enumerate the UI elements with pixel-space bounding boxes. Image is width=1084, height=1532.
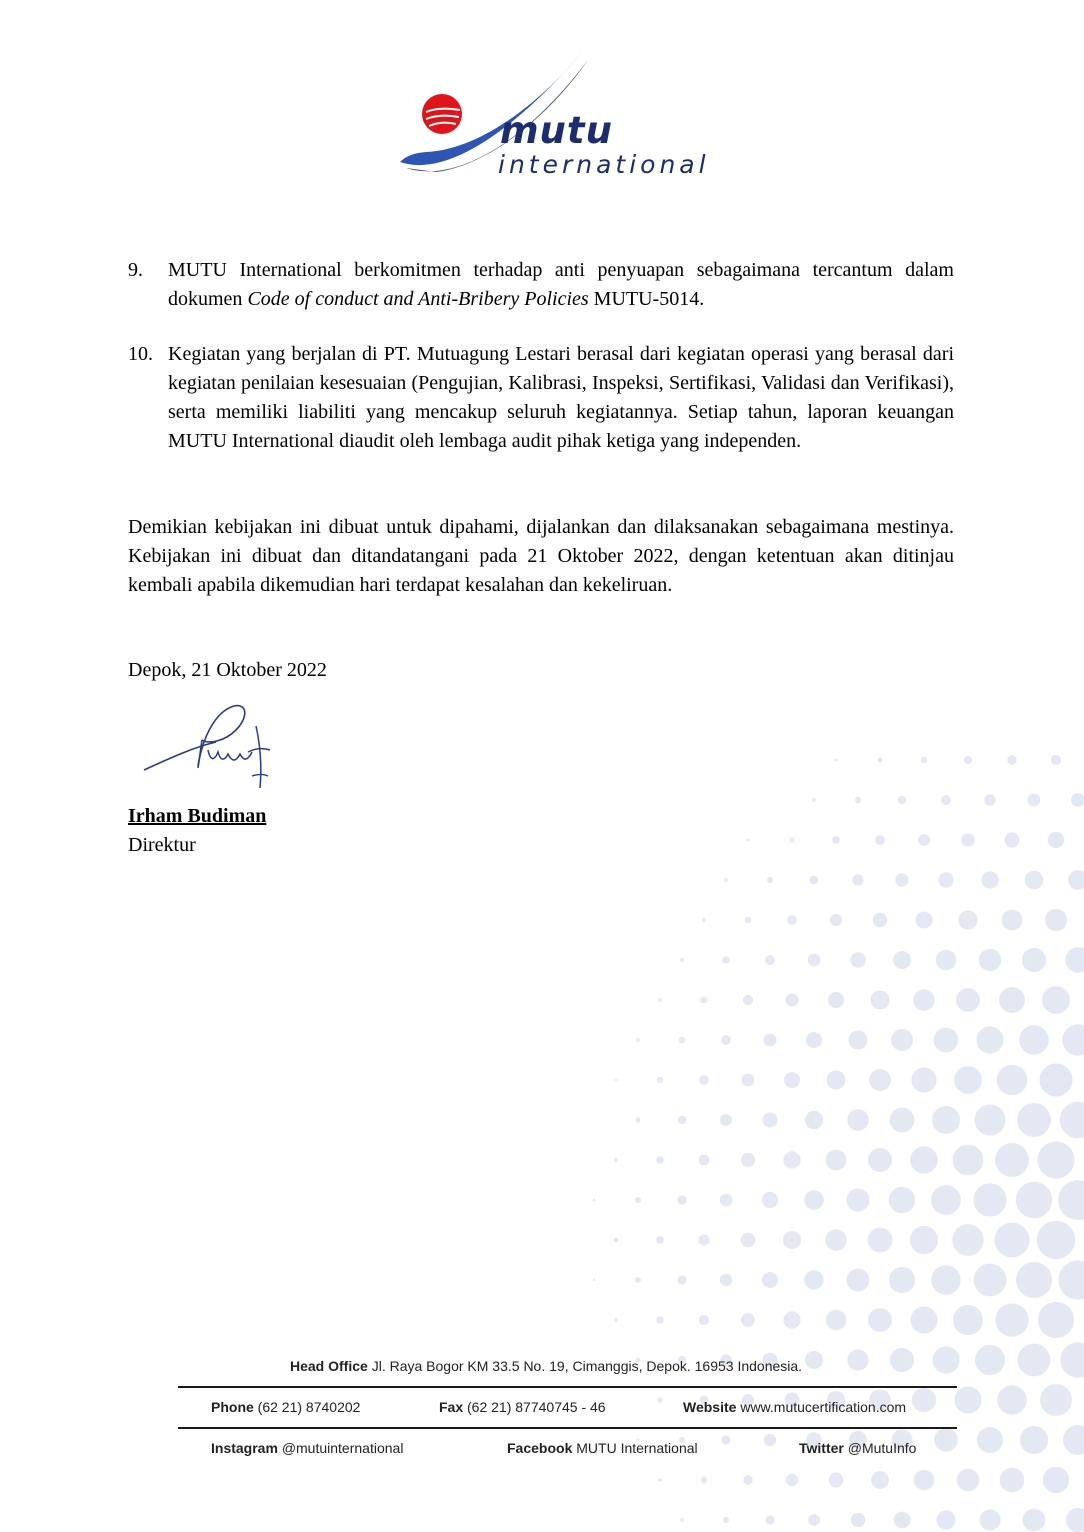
background-dot xyxy=(975,1105,1006,1136)
background-dot xyxy=(767,877,773,883)
background-dot xyxy=(762,1192,778,1208)
background-dot xyxy=(961,833,975,847)
background-dot xyxy=(1000,1468,1025,1493)
background-dot xyxy=(891,1029,913,1051)
background-dot xyxy=(979,1509,1000,1530)
background-dot xyxy=(995,1303,1028,1336)
background-dot xyxy=(851,1513,865,1527)
background-dot xyxy=(889,1267,915,1293)
background-dot xyxy=(701,1477,707,1483)
background-dot xyxy=(741,1233,756,1248)
background-dot xyxy=(741,1153,755,1167)
background-dot xyxy=(786,1474,798,1486)
background-dot xyxy=(720,1274,733,1287)
footer-divider xyxy=(178,1386,957,1388)
background-dot xyxy=(936,950,956,970)
background-dot xyxy=(680,958,684,962)
background-dot xyxy=(1040,1064,1073,1097)
background-dot xyxy=(995,1143,1029,1177)
background-dot xyxy=(1017,1103,1051,1137)
background-dot xyxy=(699,1155,710,1166)
background-dot xyxy=(1058,1260,1084,1299)
background-dot xyxy=(890,1348,914,1372)
background-dot xyxy=(657,1397,663,1403)
background-dot xyxy=(911,1307,938,1334)
background-dot xyxy=(850,952,865,967)
background-dot xyxy=(677,1195,686,1204)
background-dot xyxy=(678,1116,687,1125)
background-dot xyxy=(936,1510,955,1529)
background-dot xyxy=(1016,1182,1052,1218)
background-dot xyxy=(765,1515,774,1524)
background-dot xyxy=(913,989,934,1010)
background-dot xyxy=(1058,1180,1084,1220)
background-dot xyxy=(656,1236,664,1244)
background-dot xyxy=(832,836,840,844)
background-dot xyxy=(658,998,662,1002)
background-dot xyxy=(912,1068,937,1093)
background-dot xyxy=(701,997,708,1004)
background-dot xyxy=(953,1305,983,1335)
background-dot xyxy=(702,918,706,922)
background-dot xyxy=(1051,755,1061,765)
footer-fax xyxy=(439,1399,606,1415)
policy-item xyxy=(128,340,954,456)
background-dot xyxy=(720,1114,732,1126)
instagram-label: Instagram xyxy=(211,1440,278,1456)
background-dot xyxy=(955,1387,982,1414)
background-dot xyxy=(1019,1025,1048,1054)
background-dot xyxy=(953,1145,984,1176)
background-dot xyxy=(1063,1425,1084,1455)
background-dot xyxy=(828,992,844,1008)
background-dot xyxy=(847,1269,870,1292)
background-dot xyxy=(1042,986,1070,1014)
background-dot xyxy=(635,1197,641,1203)
background-dot xyxy=(975,1345,1005,1375)
item-number: 9. xyxy=(128,259,143,281)
background-dot xyxy=(657,1077,663,1083)
background-dot xyxy=(871,1471,889,1489)
background-dot xyxy=(890,1108,915,1133)
facebook-page[interactable]: MUTU International xyxy=(576,1440,698,1456)
background-dot xyxy=(658,1478,661,1481)
background-dot xyxy=(847,1189,870,1212)
background-dot xyxy=(1065,947,1084,973)
item-text-end: MUTU-5014. xyxy=(588,288,705,310)
item-text: MUTU International berkomitmen terhadap anti penyuapan sebagaimana tercantum dalam dokumen xyxy=(168,259,954,310)
background-dot xyxy=(869,1069,891,1091)
background-dot xyxy=(722,956,729,963)
phone-value: (62 21) 8740202 xyxy=(257,1399,361,1415)
background-dot xyxy=(977,1427,1003,1453)
background-dot xyxy=(806,1032,822,1048)
background-dot xyxy=(827,1071,846,1090)
background-dot xyxy=(1022,948,1046,972)
background-dot xyxy=(855,797,861,803)
background-dot xyxy=(829,1473,844,1488)
background-dot xyxy=(1048,832,1064,848)
background-dot xyxy=(847,1109,869,1131)
background-dot xyxy=(805,1351,823,1369)
background-dot xyxy=(762,1112,777,1127)
background-dot xyxy=(764,1434,776,1446)
background-dot xyxy=(593,1279,595,1281)
facebook-label: Facebook xyxy=(507,1440,573,1456)
place-date: Depok, 21 Oktober 2022 xyxy=(128,659,327,681)
background-dot xyxy=(959,911,978,930)
background-dot xyxy=(938,872,953,887)
background-dot xyxy=(1020,1426,1048,1454)
background-dot xyxy=(964,756,972,764)
background-dot xyxy=(1018,1344,1051,1377)
background-dot xyxy=(1066,1508,1084,1532)
background-dot xyxy=(1060,1342,1084,1377)
background-dot xyxy=(956,988,980,1012)
background-dot xyxy=(1023,1509,1046,1532)
background-dot xyxy=(852,874,863,885)
background-dot xyxy=(934,1028,959,1053)
background-dot xyxy=(910,1146,937,1173)
background-dot xyxy=(699,1315,709,1325)
background-dot xyxy=(830,914,842,926)
background-dot xyxy=(1007,755,1016,764)
background-dot xyxy=(895,873,908,886)
background-dot xyxy=(995,1223,1030,1258)
background-dot xyxy=(699,1075,708,1084)
background-dot xyxy=(1068,870,1084,890)
footer-instagram xyxy=(211,1440,403,1456)
background-dot xyxy=(804,1270,823,1289)
twitter-label: Twitter xyxy=(799,1440,844,1456)
background-dot xyxy=(981,871,998,888)
head-office xyxy=(290,1358,802,1374)
background-dot xyxy=(934,1428,958,1452)
footer-website xyxy=(683,1399,906,1415)
background-dot xyxy=(680,1518,683,1521)
background-dot xyxy=(1028,794,1041,807)
footer-twitter xyxy=(799,1440,916,1456)
item-text: Kegiatan yang berjalan di PT. Mutuagung Lestari berasal dari kegiatan operasi yang berasal dari kegiatan penilaian kesesuaian (Pengujian, Kalibrasi, Inspeksi, Sertifikasi, Validasi dan Verifikasi), serta memiliki liabiliti yang mencakup seluruh kegiatannya. Setiap tahun, laporan keuangan MUTU International diaudit oleh lembaga audit pihak ketiga yang independen. xyxy=(168,343,954,452)
background-dot xyxy=(997,1065,1028,1096)
background-dot xyxy=(615,1079,618,1082)
background-dot xyxy=(1071,793,1084,807)
background-dot xyxy=(698,1234,709,1245)
background-dot xyxy=(1002,910,1023,931)
background-dot xyxy=(973,1183,1006,1216)
background-dot xyxy=(914,1470,934,1490)
background-dot xyxy=(999,987,1025,1013)
background-dot xyxy=(976,1026,1003,1053)
background-dot xyxy=(783,1151,800,1168)
background-dot xyxy=(932,1106,960,1134)
background-dot xyxy=(1062,1024,1084,1055)
background-dot xyxy=(912,1388,936,1412)
background-dot xyxy=(889,1187,915,1213)
background-dot xyxy=(743,1475,752,1484)
background-dot xyxy=(997,1385,1026,1414)
background-dot xyxy=(974,1264,1007,1297)
background-dot xyxy=(931,1265,960,1294)
background-dot xyxy=(679,1037,686,1044)
background-dot xyxy=(656,1156,663,1163)
footer-divider xyxy=(178,1427,957,1429)
background-dot xyxy=(614,1318,618,1322)
background-dot xyxy=(787,915,797,925)
background-dot xyxy=(952,1224,984,1256)
background-dot xyxy=(765,955,775,965)
background-dot xyxy=(743,995,753,1005)
item-number: 10. xyxy=(128,343,153,365)
background-dot xyxy=(826,1150,847,1171)
background-dot xyxy=(720,1194,733,1207)
background-dot xyxy=(931,1185,961,1215)
background-dot xyxy=(918,834,930,846)
head-office-label: Head Office xyxy=(290,1358,368,1374)
phone-label: Phone xyxy=(211,1399,254,1415)
handwritten-signature xyxy=(136,700,286,795)
background-dot xyxy=(893,951,911,969)
background-dot xyxy=(784,1072,800,1088)
instagram-handle[interactable]: @mutuinternational xyxy=(281,1440,404,1456)
background-dot xyxy=(635,1117,640,1122)
item-text-italic: Code of conduct and Anti-Bribery Policies xyxy=(247,288,589,310)
background-dot xyxy=(724,878,728,882)
background-dot xyxy=(849,1031,868,1050)
background-dot xyxy=(910,1226,938,1254)
background-dot xyxy=(805,1111,823,1129)
background-dot xyxy=(825,1229,846,1250)
policy-item xyxy=(128,256,954,314)
background-dot xyxy=(921,757,928,764)
background-dot xyxy=(984,794,996,806)
background-dot xyxy=(1025,871,1044,890)
background-dot xyxy=(723,1517,729,1523)
signer-name: Irham Budiman xyxy=(128,805,267,827)
background-dot xyxy=(745,917,752,924)
background-dot xyxy=(614,1238,618,1242)
logo-subtitle: international xyxy=(498,150,710,179)
background-dot xyxy=(979,949,1001,971)
website-label: Website xyxy=(683,1399,737,1415)
background-dot xyxy=(593,1199,596,1202)
head-office-address: Jl. Raya Bogor KM 33.5 No. 19, Cimanggis, Depok. 16953 Indonesia. xyxy=(371,1358,803,1374)
signer-title: Direktur xyxy=(128,834,196,856)
logo-wordmark: mutu xyxy=(500,109,613,152)
background-dot xyxy=(1037,1221,1075,1259)
background-dot xyxy=(941,795,951,805)
background-dot xyxy=(789,837,794,842)
policy-list-continued xyxy=(128,340,954,456)
background-dot xyxy=(1045,909,1067,931)
background-dot xyxy=(1040,1384,1072,1416)
background-dot xyxy=(808,954,821,967)
background-dot xyxy=(614,1158,618,1162)
background-dot xyxy=(835,759,838,762)
background-dot xyxy=(916,912,933,929)
fax-value: (62 21) 87740745 - 46 xyxy=(467,1399,606,1415)
background-dot xyxy=(783,1311,800,1328)
background-dot xyxy=(1060,1102,1084,1138)
background-dot xyxy=(636,1038,640,1042)
background-dot xyxy=(873,913,888,928)
background-dot xyxy=(871,991,890,1010)
footer-phone xyxy=(211,1399,360,1415)
background-dot xyxy=(878,758,883,763)
background-dot xyxy=(786,994,799,1007)
background-dot xyxy=(677,1275,686,1284)
background-dot xyxy=(741,1313,755,1327)
background-dot xyxy=(898,796,906,804)
background-dot xyxy=(875,835,885,845)
background-dot xyxy=(868,1308,892,1332)
background-dot xyxy=(932,1346,959,1373)
website-link[interactable]: www.mutucertification.com xyxy=(740,1399,907,1415)
background-dot xyxy=(1038,1302,1074,1338)
background-dot xyxy=(635,1277,641,1283)
background-dot xyxy=(721,1035,731,1045)
background-dot xyxy=(826,1310,846,1330)
background-dot xyxy=(762,1272,778,1288)
closing-paragraph: Demikian kebijakan ini dibuat untuk dipahami, dijalankan dan dilaksanakan sebagaimana mestinya. Kebijakan ini dibuat dan ditandatangani pada 21 Oktober 2022, dengan ketentuan akan ditinjau kembali apabila dikemudian hari terdapat kesalahan dan kekeliruan. xyxy=(128,516,954,596)
background-dot xyxy=(954,1066,982,1094)
background-dot xyxy=(721,1435,730,1444)
background-dot xyxy=(868,1148,892,1172)
background-dot xyxy=(957,1469,980,1492)
background-dot xyxy=(656,1316,663,1323)
background-dot xyxy=(747,839,750,842)
background-dot xyxy=(1004,832,1019,847)
background-dot xyxy=(804,1190,824,1210)
twitter-handle[interactable]: @MutuInfo xyxy=(847,1440,917,1456)
background-dot xyxy=(783,1231,801,1249)
background-dot xyxy=(742,1074,755,1087)
background-dot xyxy=(1038,1142,1075,1179)
background-dot xyxy=(764,1034,777,1047)
mutu-logo xyxy=(396,50,746,190)
background-dot xyxy=(868,1228,893,1253)
fax-label: Fax xyxy=(439,1399,464,1415)
background-dot xyxy=(810,876,819,885)
footer-facebook xyxy=(507,1440,698,1456)
background-dot xyxy=(847,1349,868,1370)
background-dot xyxy=(1016,1262,1052,1298)
background-dot xyxy=(812,798,816,802)
background-dot xyxy=(894,1512,911,1529)
background-dot xyxy=(808,1514,820,1526)
background-dot xyxy=(1043,1467,1069,1493)
